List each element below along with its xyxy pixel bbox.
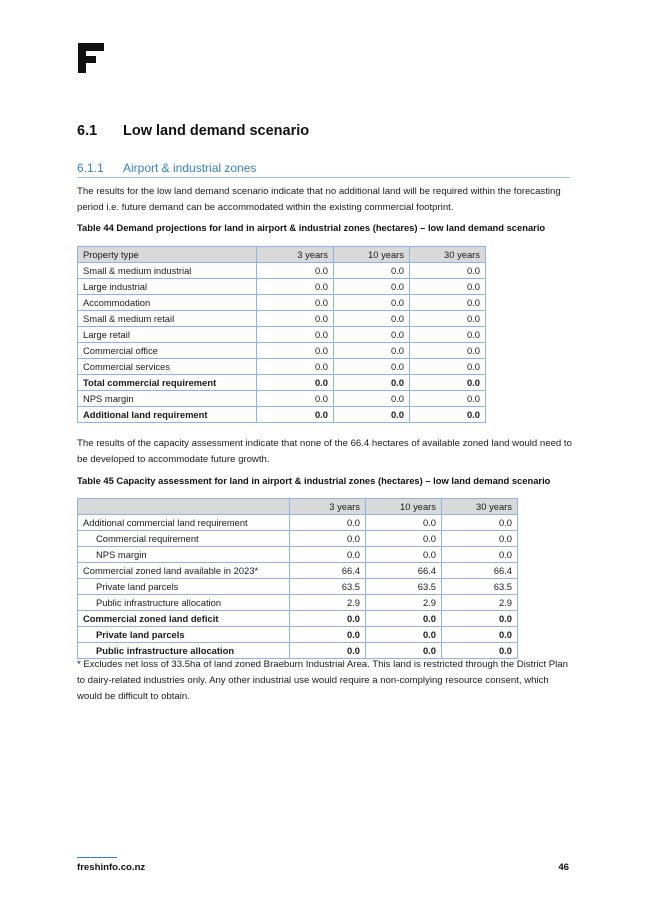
cell-value: 0.0 — [290, 643, 366, 659]
row-label: Small & medium industrial — [78, 263, 257, 279]
cell-value: 0.0 — [290, 531, 366, 547]
row-label: Accommodation — [78, 295, 257, 311]
cell-value: 0.0 — [257, 327, 334, 343]
table-row — [78, 359, 486, 375]
cell-value: 0.0 — [257, 375, 334, 391]
cell-value: 0.0 — [442, 515, 518, 531]
row-label: Additional commercial land requirement — [78, 515, 290, 531]
cell-value: 0.0 — [290, 611, 366, 627]
section-heading — [77, 123, 309, 139]
table-45-caption: Table 45 Capacity assessment for land in airport & industrial zones (hectares) – low land demand scenario — [77, 475, 551, 486]
cell-value: 0.0 — [257, 295, 334, 311]
cell-value: 0.0 — [366, 643, 442, 659]
table-row — [78, 515, 518, 531]
row-label: Commercial zoned land available in 2023* — [78, 563, 290, 579]
cell-value: 0.0 — [410, 375, 486, 391]
row-label: NPS margin — [78, 391, 257, 407]
row-label: Private land parcels — [78, 579, 290, 595]
cell-value: 0.0 — [410, 343, 486, 359]
table-44-caption: Table 44 Demand projections for land in airport & industrial zones (hectares) – low land demand scenario — [77, 222, 546, 233]
cell-value: 0.0 — [257, 391, 334, 407]
cell-value: 0.0 — [442, 547, 518, 563]
table-row — [78, 327, 486, 343]
page-number: 46 — [558, 862, 569, 873]
cell-value: 0.0 — [410, 295, 486, 311]
table-row-total — [78, 611, 518, 627]
cell-value: 0.0 — [366, 515, 442, 531]
footer-divider — [77, 857, 117, 858]
cell-value: 0.0 — [334, 295, 410, 311]
footer-website: freshinfo.co.nz — [77, 862, 146, 873]
cell-value: 0.0 — [366, 547, 442, 563]
cell-value: 0.0 — [334, 343, 410, 359]
cell-value: 0.0 — [366, 611, 442, 627]
cell-value: 0.0 — [410, 327, 486, 343]
cell-value: 2.9 — [290, 595, 366, 611]
paragraph-low-demand: The results for the low land demand scenario indicate that no additional land will be required within the forecasting period i.e. future demand can be accommodated within the existing commercial footprint. — [77, 186, 561, 213]
subsection-title: Airport & industrial zones — [123, 161, 257, 175]
cell-value: 0.0 — [257, 359, 334, 375]
cell-value: 0.0 — [290, 627, 366, 643]
cell-value: 0.0 — [257, 279, 334, 295]
row-label: Public infrastructure allocation — [78, 643, 290, 659]
table-row — [78, 547, 518, 563]
cell-value: 0.0 — [290, 515, 366, 531]
header-cell — [78, 499, 290, 515]
row-label: Small & medium retail — [78, 311, 257, 327]
row-label: NPS margin — [78, 547, 290, 563]
section-number: 6.1 — [77, 123, 98, 139]
header-cell: Property type — [78, 247, 257, 263]
cell-value: 0.0 — [290, 547, 366, 563]
table-row-total — [78, 627, 518, 643]
cell-value: 66.4 — [366, 563, 442, 579]
row-label: Commercial office — [78, 343, 257, 359]
cell-value: 0.0 — [334, 359, 410, 375]
table-row — [78, 263, 486, 279]
cell-value: 66.4 — [290, 563, 366, 579]
footnote: * Excludes net loss of 33.5ha of land zoned Braeburn Industrial Area. This land is restricted through the District Plan to dairy-related industries only. Any other industrial use would require a non-complying resource consent, which would be difficult to obtain. — [77, 659, 568, 702]
cell-value: 0.0 — [334, 311, 410, 327]
cell-value: 0.0 — [410, 279, 486, 295]
cell-value: 63.5 — [366, 579, 442, 595]
table-44 — [77, 246, 486, 423]
cell-value: 0.0 — [257, 263, 334, 279]
paragraph-capacity: The results of the capacity assessment indicate that none of the 66.4 hectares of available zoned land would need to be developed to accommodate future growth. — [77, 438, 572, 465]
subsection-heading — [77, 161, 570, 178]
row-label: Private land parcels — [78, 627, 290, 643]
cell-value: 0.0 — [257, 311, 334, 327]
row-label: Commercial requirement — [78, 531, 290, 547]
cell-value: 0.0 — [334, 391, 410, 407]
cell-value: 2.9 — [442, 595, 518, 611]
table-45 — [77, 498, 518, 659]
header-cell: 3 years — [257, 247, 334, 263]
cell-value: 0.0 — [334, 407, 410, 423]
cell-value: 2.9 — [366, 595, 442, 611]
subsection-number: 6.1.1 — [77, 161, 104, 175]
table-row — [78, 311, 486, 327]
cell-value: 0.0 — [410, 359, 486, 375]
row-label: Commercial zoned land deficit — [78, 611, 290, 627]
cell-value: 0.0 — [442, 531, 518, 547]
cell-value: 63.5 — [442, 579, 518, 595]
table-row — [78, 531, 518, 547]
table-header-row — [78, 247, 486, 263]
cell-value: 0.0 — [257, 407, 334, 423]
table-row-total — [78, 407, 486, 423]
cell-value: 0.0 — [442, 643, 518, 659]
header-cell: 3 years — [290, 499, 366, 515]
cell-value: 0.0 — [442, 627, 518, 643]
cell-value: 0.0 — [257, 343, 334, 359]
cell-value: 0.0 — [366, 531, 442, 547]
table-header-row — [78, 499, 518, 515]
row-label: Public infrastructure allocation — [78, 595, 290, 611]
row-label: Total commercial requirement — [78, 375, 257, 391]
cell-value: 0.0 — [334, 327, 410, 343]
table-row — [78, 279, 486, 295]
row-label: Large retail — [78, 327, 257, 343]
table-row — [78, 295, 486, 311]
cell-value: 0.0 — [334, 279, 410, 295]
cell-value: 66.4 — [442, 563, 518, 579]
cell-value: 0.0 — [410, 311, 486, 327]
row-label: Additional land requirement — [78, 407, 257, 423]
table-row — [78, 595, 518, 611]
cell-value: 0.0 — [334, 375, 410, 391]
cell-value: 63.5 — [290, 579, 366, 595]
cell-value: 0.0 — [334, 263, 410, 279]
table-row — [78, 391, 486, 407]
cell-value: 0.0 — [410, 407, 486, 423]
cell-value: 0.0 — [366, 627, 442, 643]
table-row — [78, 579, 518, 595]
section-title: Low land demand scenario — [123, 123, 310, 139]
cell-value: 0.0 — [410, 263, 486, 279]
company-logo — [78, 43, 104, 73]
header-cell: 10 years — [334, 247, 410, 263]
table-row — [78, 343, 486, 359]
header-cell: 30 years — [410, 247, 486, 263]
table-row — [78, 563, 518, 579]
row-label: Commercial services — [78, 359, 257, 375]
cell-value: 0.0 — [410, 391, 486, 407]
header-cell: 10 years — [366, 499, 442, 515]
row-label: Large industrial — [78, 279, 257, 295]
table-row-total — [78, 375, 486, 391]
header-cell: 30 years — [442, 499, 518, 515]
cell-value: 0.0 — [442, 611, 518, 627]
